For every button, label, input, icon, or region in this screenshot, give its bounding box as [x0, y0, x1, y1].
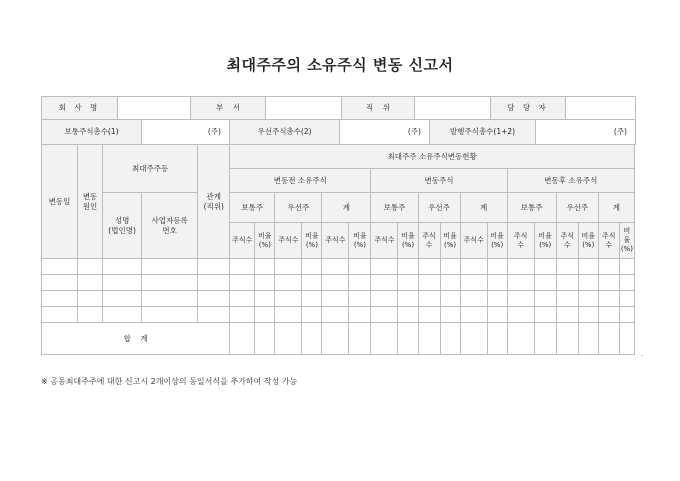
entry-cell[interactable] [349, 307, 371, 323]
entry-cell[interactable] [42, 291, 78, 307]
entry-cell[interactable] [255, 259, 275, 275]
preferred-total-field[interactable] [340, 120, 430, 145]
entry-cell[interactable] [534, 259, 556, 275]
entry-cell[interactable] [275, 275, 302, 291]
shares-header: 주식 수 [598, 223, 619, 259]
entry-cell[interactable] [487, 291, 507, 307]
total-cell[interactable] [619, 323, 634, 355]
total-cell[interactable] [418, 323, 440, 355]
entry-cell[interactable] [371, 275, 398, 291]
entry-cell[interactable] [598, 275, 619, 291]
entry-cell[interactable] [371, 291, 398, 307]
entry-cell[interactable] [142, 275, 198, 291]
entry-cell[interactable] [349, 259, 371, 275]
change-reason-header: 변동 원인 [78, 145, 103, 259]
shares-header: 주식수 [460, 223, 487, 259]
entry-cell[interactable] [322, 275, 349, 291]
issued-unit: (주) [613, 127, 627, 137]
total-cell[interactable] [349, 323, 371, 355]
shares-header: 주식수 [275, 223, 302, 259]
entry-cell[interactable] [255, 291, 275, 307]
entry-cell[interactable] [398, 275, 418, 291]
entry-cell[interactable] [275, 259, 302, 275]
ratio-header: 비율 (%) [487, 223, 507, 259]
entry-cell[interactable] [440, 291, 460, 307]
department-label: 부 서 [191, 97, 266, 120]
ratio-header: 비율 (%) [534, 223, 556, 259]
entry-cell[interactable] [507, 275, 534, 291]
entry-cell[interactable] [619, 291, 634, 307]
total-cell[interactable] [487, 323, 507, 355]
before-total-header: 계 [322, 193, 371, 223]
entry-cell[interactable] [349, 275, 371, 291]
table-row [42, 291, 635, 307]
manager-field[interactable] [566, 97, 636, 120]
total-cell[interactable] [275, 323, 302, 355]
position-field[interactable] [415, 97, 491, 120]
entry-cell[interactable] [460, 291, 487, 307]
entry-cell[interactable] [198, 275, 230, 291]
shareholders-header: 최대주주등 [103, 145, 198, 193]
shares-header: 주식 수 [507, 223, 534, 259]
entry-cell[interactable] [598, 291, 619, 307]
entry-cell[interactable] [556, 259, 578, 275]
entry-cell[interactable] [42, 259, 78, 275]
entry-cell[interactable] [103, 259, 142, 275]
company-label: 회 사 명 [42, 97, 118, 120]
entry-cell[interactable] [142, 291, 198, 307]
name-header: 성명 (법인명) [103, 193, 142, 259]
entry-cell[interactable] [418, 291, 440, 307]
ratio-header: 비율 (%) [302, 223, 322, 259]
entry-cell[interactable] [103, 307, 142, 323]
total-cell[interactable] [556, 323, 578, 355]
entry-cell[interactable] [103, 275, 142, 291]
entry-cell[interactable] [619, 307, 634, 323]
total-cell[interactable] [507, 323, 534, 355]
entry-cell[interactable] [42, 275, 78, 291]
department-field[interactable] [266, 97, 342, 120]
total-cell[interactable] [371, 323, 398, 355]
entry-cell[interactable] [556, 275, 578, 291]
entry-cell[interactable] [255, 275, 275, 291]
entry-cell[interactable] [398, 291, 418, 307]
entry-cell[interactable] [302, 291, 322, 307]
entry-cell[interactable] [230, 275, 255, 291]
entry-cell[interactable] [507, 259, 534, 275]
issued-total-field[interactable] [536, 120, 636, 145]
footnote: ※ 공동최대주주에 대한 신고시 2개이상의 동일서식을 추가하여 작성 가능 [41, 377, 298, 386]
after-common-header: 보통주 [507, 193, 556, 223]
entry-cell[interactable] [418, 275, 440, 291]
ratio-header: 비율 (%) [349, 223, 371, 259]
relation-header: 관계 (직위) [198, 145, 230, 259]
entry-cell[interactable] [440, 259, 460, 275]
before-preferred-header: 우선주 [275, 193, 322, 223]
margin-mark: - [641, 352, 644, 359]
entry-cell[interactable] [418, 259, 440, 275]
entry-cell[interactable] [78, 259, 103, 275]
table-row [42, 259, 635, 275]
entry-cell[interactable] [275, 307, 302, 323]
entry-cell[interactable] [230, 307, 255, 323]
total-cell[interactable] [302, 323, 322, 355]
entry-cell[interactable] [302, 307, 322, 323]
entry-cell[interactable] [578, 259, 598, 275]
entry-cell[interactable] [255, 307, 275, 323]
shares-header: 주식수 [230, 223, 255, 259]
entry-cell[interactable] [230, 291, 255, 307]
shares-header: 주식 수 [556, 223, 578, 259]
after-header: 변동후 소유주식 [507, 169, 634, 193]
entry-cell[interactable] [619, 275, 634, 291]
issued-total-label: 발행주식총수(1+2) [430, 120, 536, 145]
entry-cell[interactable] [619, 259, 634, 275]
shares-header: 주식수 [371, 223, 398, 259]
entry-cell[interactable] [103, 291, 142, 307]
ratio-header: 비율 (%) [440, 223, 460, 259]
entry-cell[interactable] [460, 275, 487, 291]
change-date-header: 변동일 [42, 145, 78, 259]
common-total-label: 보통주식총수(1) [42, 120, 142, 145]
entry-cell[interactable] [487, 307, 507, 323]
entry-cell[interactable] [42, 307, 78, 323]
shares-header: 주식 수 [418, 223, 440, 259]
entry-cell[interactable] [322, 291, 349, 307]
manager-label: 담 당 자 [491, 97, 566, 120]
info-row-1 [41, 96, 636, 120]
before-common-header: 보통주 [230, 193, 275, 223]
entry-cell[interactable] [198, 259, 230, 275]
shares-header: 주식수 [322, 223, 349, 259]
entry-cell[interactable] [398, 259, 418, 275]
common-total-field[interactable] [142, 120, 230, 145]
entry-cell[interactable] [371, 259, 398, 275]
preferred-total-label: 우선주식총수(2) [230, 120, 340, 145]
entry-cell[interactable] [578, 291, 598, 307]
ratio-header: 비 율 (%) [619, 223, 634, 259]
entry-cell[interactable] [556, 307, 578, 323]
total-cell[interactable] [460, 323, 487, 355]
holdings-status-header: 최대주주 소유주식변동현황 [230, 145, 635, 169]
change-common-header: 보통주 [371, 193, 418, 223]
change-total-header: 계 [460, 193, 507, 223]
entry-cell[interactable] [142, 259, 198, 275]
entry-cell[interactable] [398, 307, 418, 323]
total-cell[interactable] [578, 323, 598, 355]
entry-cell[interactable] [349, 291, 371, 307]
total-cell[interactable] [398, 323, 418, 355]
form-title: 최대주주의 소유주식 변동 신고서 [226, 56, 454, 74]
reg-no-header: 사업자등록 번호 [142, 193, 198, 259]
entry-cell[interactable] [142, 307, 198, 323]
entry-cell[interactable] [302, 259, 322, 275]
entry-cell[interactable] [322, 259, 349, 275]
entry-cell[interactable] [418, 307, 440, 323]
entry-cell[interactable] [78, 307, 103, 323]
preferred-unit: (주) [407, 127, 421, 137]
entry-cell[interactable] [275, 291, 302, 307]
before-header: 변동전 소유주식 [230, 169, 371, 193]
entry-cell[interactable] [460, 307, 487, 323]
ratio-header: 비율 (%) [255, 223, 275, 259]
entry-cell[interactable] [78, 291, 103, 307]
change-header: 변동주식 [371, 169, 507, 193]
entry-cell[interactable] [371, 307, 398, 323]
data-rows [42, 259, 635, 323]
holdings-table [41, 144, 635, 355]
total-cell[interactable] [440, 323, 460, 355]
total-cell[interactable] [322, 323, 349, 355]
entry-cell[interactable] [322, 307, 349, 323]
total-cell[interactable] [598, 323, 619, 355]
entry-cell[interactable] [198, 291, 230, 307]
entry-cell[interactable] [507, 291, 534, 307]
total-label: 합 계 [42, 323, 230, 355]
total-cell[interactable] [255, 323, 275, 355]
entry-cell[interactable] [507, 307, 534, 323]
entry-cell[interactable] [440, 307, 460, 323]
entry-cell[interactable] [78, 275, 103, 291]
table-row [42, 275, 635, 291]
total-cell[interactable] [534, 323, 556, 355]
entry-cell[interactable] [598, 259, 619, 275]
company-field[interactable] [118, 97, 191, 120]
entry-cell[interactable] [578, 275, 598, 291]
entry-cell[interactable] [556, 291, 578, 307]
entry-cell[interactable] [198, 307, 230, 323]
entry-cell[interactable] [534, 275, 556, 291]
table-row [42, 307, 635, 323]
after-total-header: 계 [598, 193, 634, 223]
entry-cell[interactable] [230, 259, 255, 275]
change-preferred-header: 우선주 [418, 193, 460, 223]
total-cell[interactable] [230, 323, 255, 355]
entry-cell[interactable] [487, 275, 507, 291]
position-label: 직 위 [342, 97, 415, 120]
ratio-header: 비율 (%) [398, 223, 418, 259]
entry-cell[interactable] [487, 259, 507, 275]
entry-cell[interactable] [534, 307, 556, 323]
info-row-2 [41, 119, 636, 145]
common-unit: (주) [207, 127, 221, 137]
entry-cell[interactable] [534, 291, 556, 307]
entry-cell[interactable] [460, 259, 487, 275]
entry-cell[interactable] [440, 275, 460, 291]
after-preferred-header: 우선주 [556, 193, 598, 223]
entry-cell[interactable] [302, 275, 322, 291]
entry-cell[interactable] [598, 307, 619, 323]
entry-cell[interactable] [578, 307, 598, 323]
ratio-header: 비율 (%) [578, 223, 598, 259]
